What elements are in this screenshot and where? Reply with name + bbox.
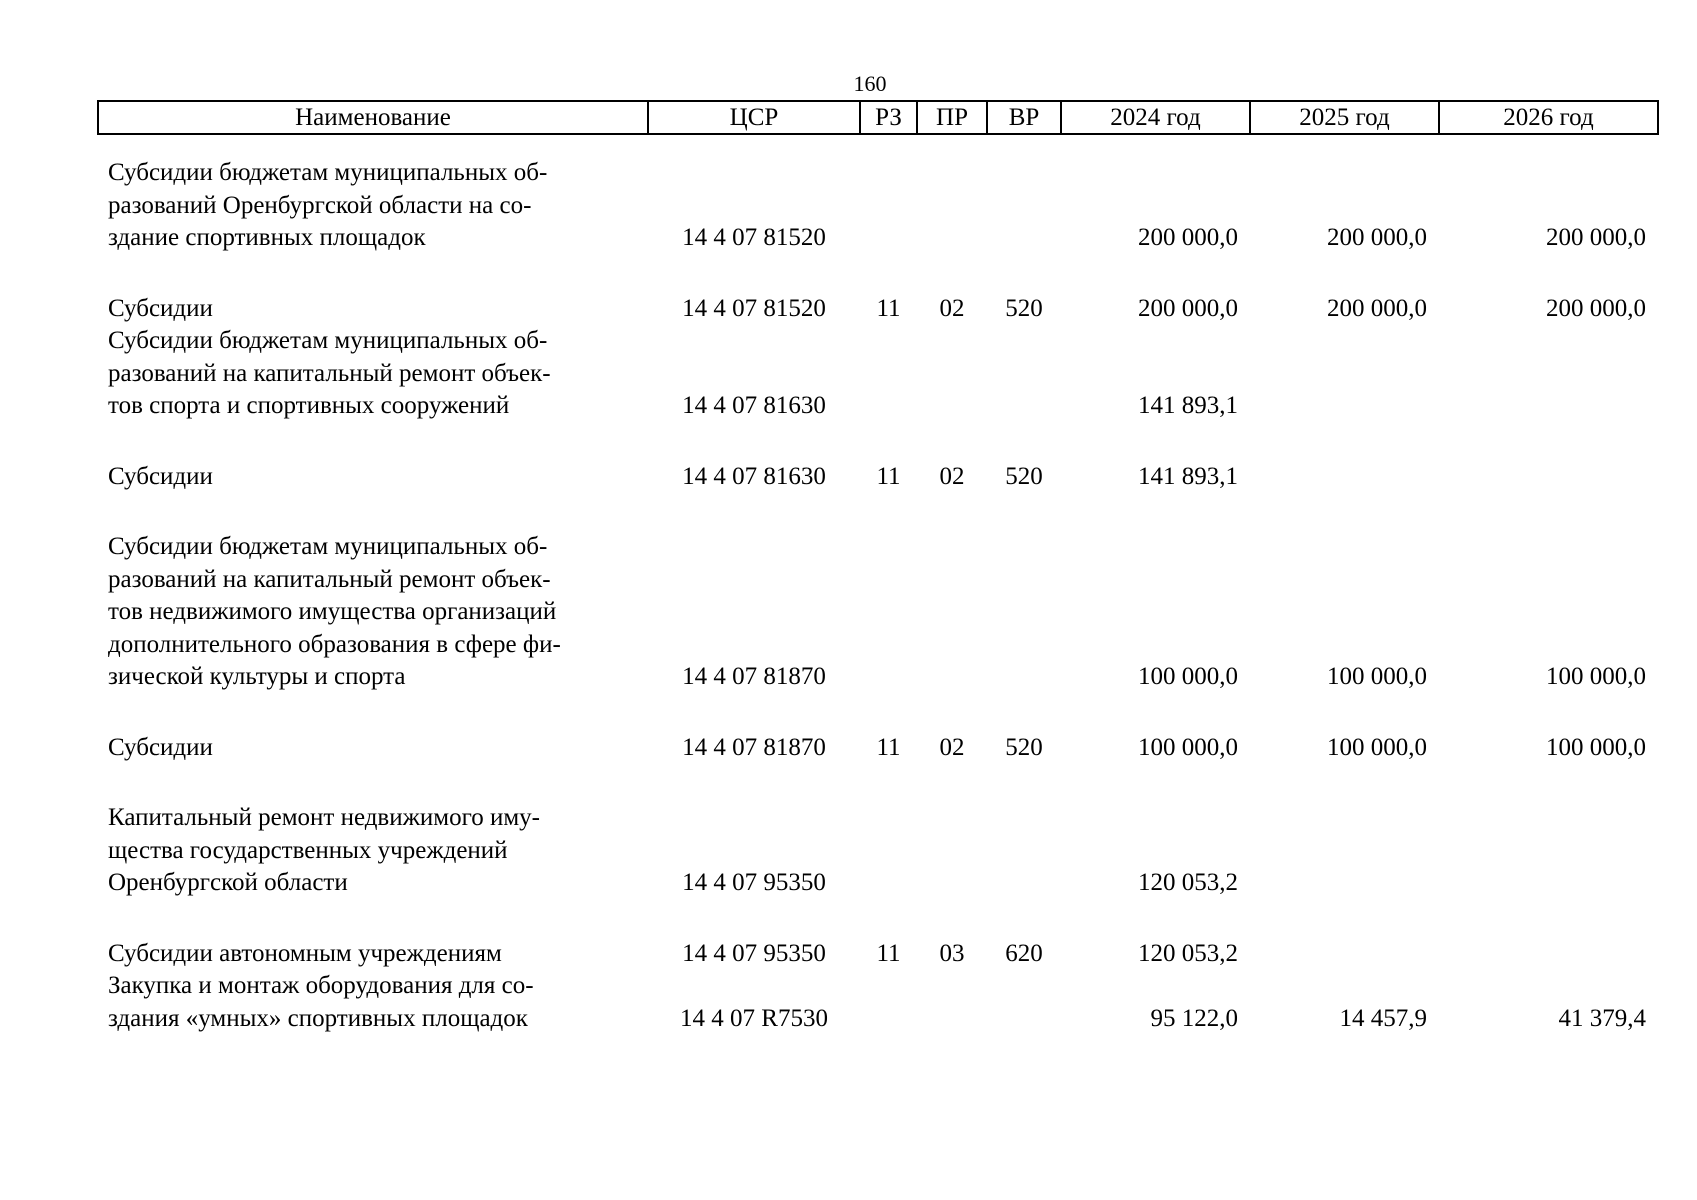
cell-vr <box>987 802 1061 938</box>
table-row <box>98 134 1658 293</box>
cell-2025: 14 457,9 <box>1339 1004 1427 1032</box>
cell-2025: 200 000,0 <box>1327 294 1427 322</box>
cell-pr <box>917 802 987 938</box>
cell-2024: 95 122,0 <box>1150 1004 1238 1032</box>
cell-csr: 14 4 07 81520 <box>682 224 826 251</box>
cell-rz: 11 <box>876 462 901 490</box>
table-row <box>98 732 1658 803</box>
cell-csr: 14 4 07 R7530 <box>680 1004 828 1032</box>
cell-2026 <box>1439 325 1658 461</box>
name-line: Закупка и монтаж оборудования для со- <box>108 972 534 999</box>
cell-2026 <box>1439 938 1658 971</box>
cell-2024: 100 000,0 <box>1138 663 1238 690</box>
cell-pr: 03 <box>939 939 965 967</box>
table-row <box>98 325 1658 461</box>
cell-rz: 11 <box>876 939 901 967</box>
name-line: щества государственных учреждений <box>108 836 508 864</box>
name-line: тов спорта и спортивных сооружений <box>108 392 510 419</box>
budget-table <box>97 100 1659 1035</box>
cell-vr: 520 <box>1005 294 1043 322</box>
cell-2026: 41 379,4 <box>1558 1004 1646 1032</box>
cell-csr: 14 4 07 81630 <box>682 392 826 419</box>
cell-name <box>98 134 648 293</box>
header-rz: РЗ <box>860 101 917 134</box>
cell-2025: 100 000,0 <box>1327 733 1427 761</box>
cell-2025: 100 000,0 <box>1327 663 1427 690</box>
cell-name <box>98 461 648 532</box>
name-line: Субсидии автономным учреждениям <box>108 939 502 967</box>
header-row <box>98 101 1658 134</box>
name-line: зической культуры и спорта <box>108 663 406 690</box>
cell-2025 <box>1250 802 1439 938</box>
name-line: тов недвижимого имущества организаций <box>108 598 557 625</box>
table-row <box>98 461 1658 532</box>
table-header <box>98 101 1658 134</box>
cell-csr: 14 4 07 81870 <box>682 733 826 761</box>
cell-2026 <box>1439 461 1658 532</box>
cell-pr: 02 <box>939 733 965 761</box>
name-line: Субсидии <box>108 294 213 322</box>
name-line: Оренбургской области <box>108 869 348 896</box>
cell-csr: 14 4 07 81520 <box>682 294 826 322</box>
cell-2024: 141 893,1 <box>1138 462 1238 490</box>
header-2025: 2025 год <box>1250 101 1439 134</box>
cell-2025 <box>1250 325 1439 461</box>
header-csr: ЦСР <box>648 101 860 134</box>
table-row <box>98 293 1658 326</box>
cell-vr <box>987 325 1061 461</box>
cell-rz: 11 <box>876 733 901 761</box>
header-2026: 2026 год <box>1439 101 1658 134</box>
name-line: Субсидии бюджетам муниципальных об- <box>108 327 548 354</box>
cell-2026 <box>1439 802 1658 938</box>
cell-2026: 100 000,0 <box>1546 663 1646 690</box>
cell-rz <box>860 134 917 293</box>
cell-name <box>98 531 648 732</box>
cell-rz <box>860 531 917 732</box>
cell-pr <box>917 531 987 732</box>
name-line: дополнительного образования в сфере фи- <box>108 630 561 658</box>
cell-pr <box>917 325 987 461</box>
cell-2026: 200 000,0 <box>1546 224 1646 251</box>
cell-pr <box>917 134 987 293</box>
table-row <box>98 531 1658 732</box>
cell-vr: 620 <box>1005 939 1043 967</box>
cell-rz <box>860 802 917 938</box>
cell-2024: 141 893,1 <box>1138 392 1238 419</box>
cell-pr <box>917 970 987 1035</box>
cell-csr: 14 4 07 81630 <box>682 462 826 490</box>
cell-2026: 200 000,0 <box>1546 294 1646 322</box>
cell-vr <box>987 531 1061 732</box>
cell-2024: 200 000,0 <box>1138 224 1238 251</box>
name-line: Капитальный ремонт недвижимого иму- <box>108 804 540 831</box>
header-name: Наименование <box>98 101 648 134</box>
cell-rz <box>860 970 917 1035</box>
cell-2026: 100 000,0 <box>1546 733 1646 761</box>
name-line: разований Оренбургской области на со- <box>108 191 532 219</box>
cell-2025 <box>1250 938 1439 971</box>
cell-name <box>98 293 648 326</box>
name-line: разований на капитальный ремонт объек- <box>108 359 551 387</box>
cell-vr <box>987 970 1061 1035</box>
cell-vr: 520 <box>1005 462 1043 490</box>
cell-vr: 520 <box>1005 733 1043 761</box>
cell-csr: 14 4 07 81870 <box>682 663 826 690</box>
cell-2025 <box>1250 461 1439 532</box>
cell-name <box>98 938 648 971</box>
cell-pr: 02 <box>939 294 965 322</box>
cell-2024: 200 000,0 <box>1138 294 1238 322</box>
cell-2024: 120 053,2 <box>1138 939 1238 967</box>
name-line: Субсидии <box>108 462 213 490</box>
cell-name <box>98 325 648 461</box>
cell-pr: 02 <box>939 462 965 490</box>
cell-vr <box>987 134 1061 293</box>
name-line: здание спортивных площадок <box>108 224 426 251</box>
table-body <box>98 134 1658 1035</box>
name-line: Субсидии бюджетам муниципальных об- <box>108 533 548 560</box>
name-line: Субсидии бюджетам муниципальных об- <box>108 159 548 186</box>
page-number: 160 <box>853 71 887 96</box>
table-row <box>98 970 1658 1035</box>
cell-2024: 100 000,0 <box>1138 733 1238 761</box>
name-line: Субсидии <box>108 733 213 761</box>
cell-rz: 11 <box>876 294 901 322</box>
table-row <box>98 802 1658 938</box>
cell-name <box>98 802 648 938</box>
table-row <box>98 938 1658 971</box>
name-line: разований на капитальный ремонт объек- <box>108 565 551 593</box>
cell-2024: 120 053,2 <box>1138 869 1238 896</box>
cell-csr: 14 4 07 95350 <box>682 869 826 896</box>
cell-name <box>98 732 648 803</box>
cell-2025: 200 000,0 <box>1327 224 1427 251</box>
header-vr: ВР <box>987 101 1061 134</box>
cell-name <box>98 970 648 1035</box>
name-line: здания «умных» спортивных площадок <box>108 1004 528 1032</box>
cell-csr: 14 4 07 95350 <box>682 939 826 967</box>
header-pr: ПР <box>917 101 987 134</box>
header-2024: 2024 год <box>1061 101 1250 134</box>
cell-rz <box>860 325 917 461</box>
